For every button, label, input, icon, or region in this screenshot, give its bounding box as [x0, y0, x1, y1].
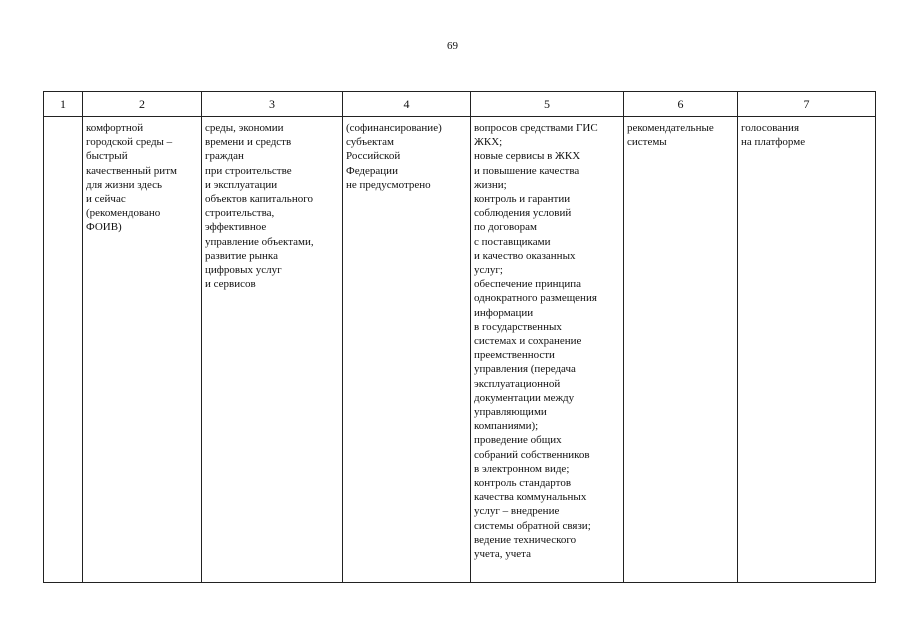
table-cell-col-6: рекомендательные системы — [624, 117, 738, 583]
table-row — [44, 117, 876, 583]
column-header-5: 5 — [471, 92, 624, 117]
table-cell-col-7: голосования на платформе — [738, 117, 876, 583]
table-cell-col-1 — [44, 117, 83, 583]
table-header-row — [44, 92, 876, 117]
column-header-2: 2 — [83, 92, 202, 117]
column-header-3: 3 — [202, 92, 343, 117]
page-number: 69 — [447, 40, 458, 52]
column-header-1: 1 — [44, 92, 83, 117]
table-cell-col-4: (софинансирование) субъектам Российской Федерации не предусмотрено — [343, 117, 471, 583]
table-cell-col-3: среды, экономии времени и средств граждан при строительстве и эксплуатации объектов капитального строительства, эффективное управление объектами, развитие рынка цифровых услуг и сервисов — [202, 117, 343, 583]
column-header-7: 7 — [738, 92, 876, 117]
table-cell-col-2: комфортной городской среды – быстрый качественный ритм для жизни здесь и сейчас (рекомендовано ФОИВ) — [83, 117, 202, 583]
data-table — [43, 91, 876, 583]
table-cell-col-5: вопросов средствами ГИС ЖКХ; новые сервисы в ЖКХ и повышение качества жизни; контроль и гарантии соблюдения условий по договорам с поставщиками и качество оказанных услуг; обеспечение принципа однократного размещения информации в государственных системах и сохранение преемственности управления (передача эксплуатационной документации между управляющими компаниями); проведение общих собраний собственников в электронном виде; контроль стандартов качества коммунальных услуг – внедрение системы обратной связи; ведение технического учета, учета — [471, 117, 624, 583]
column-header-4: 4 — [343, 92, 471, 117]
column-header-6: 6 — [624, 92, 738, 117]
